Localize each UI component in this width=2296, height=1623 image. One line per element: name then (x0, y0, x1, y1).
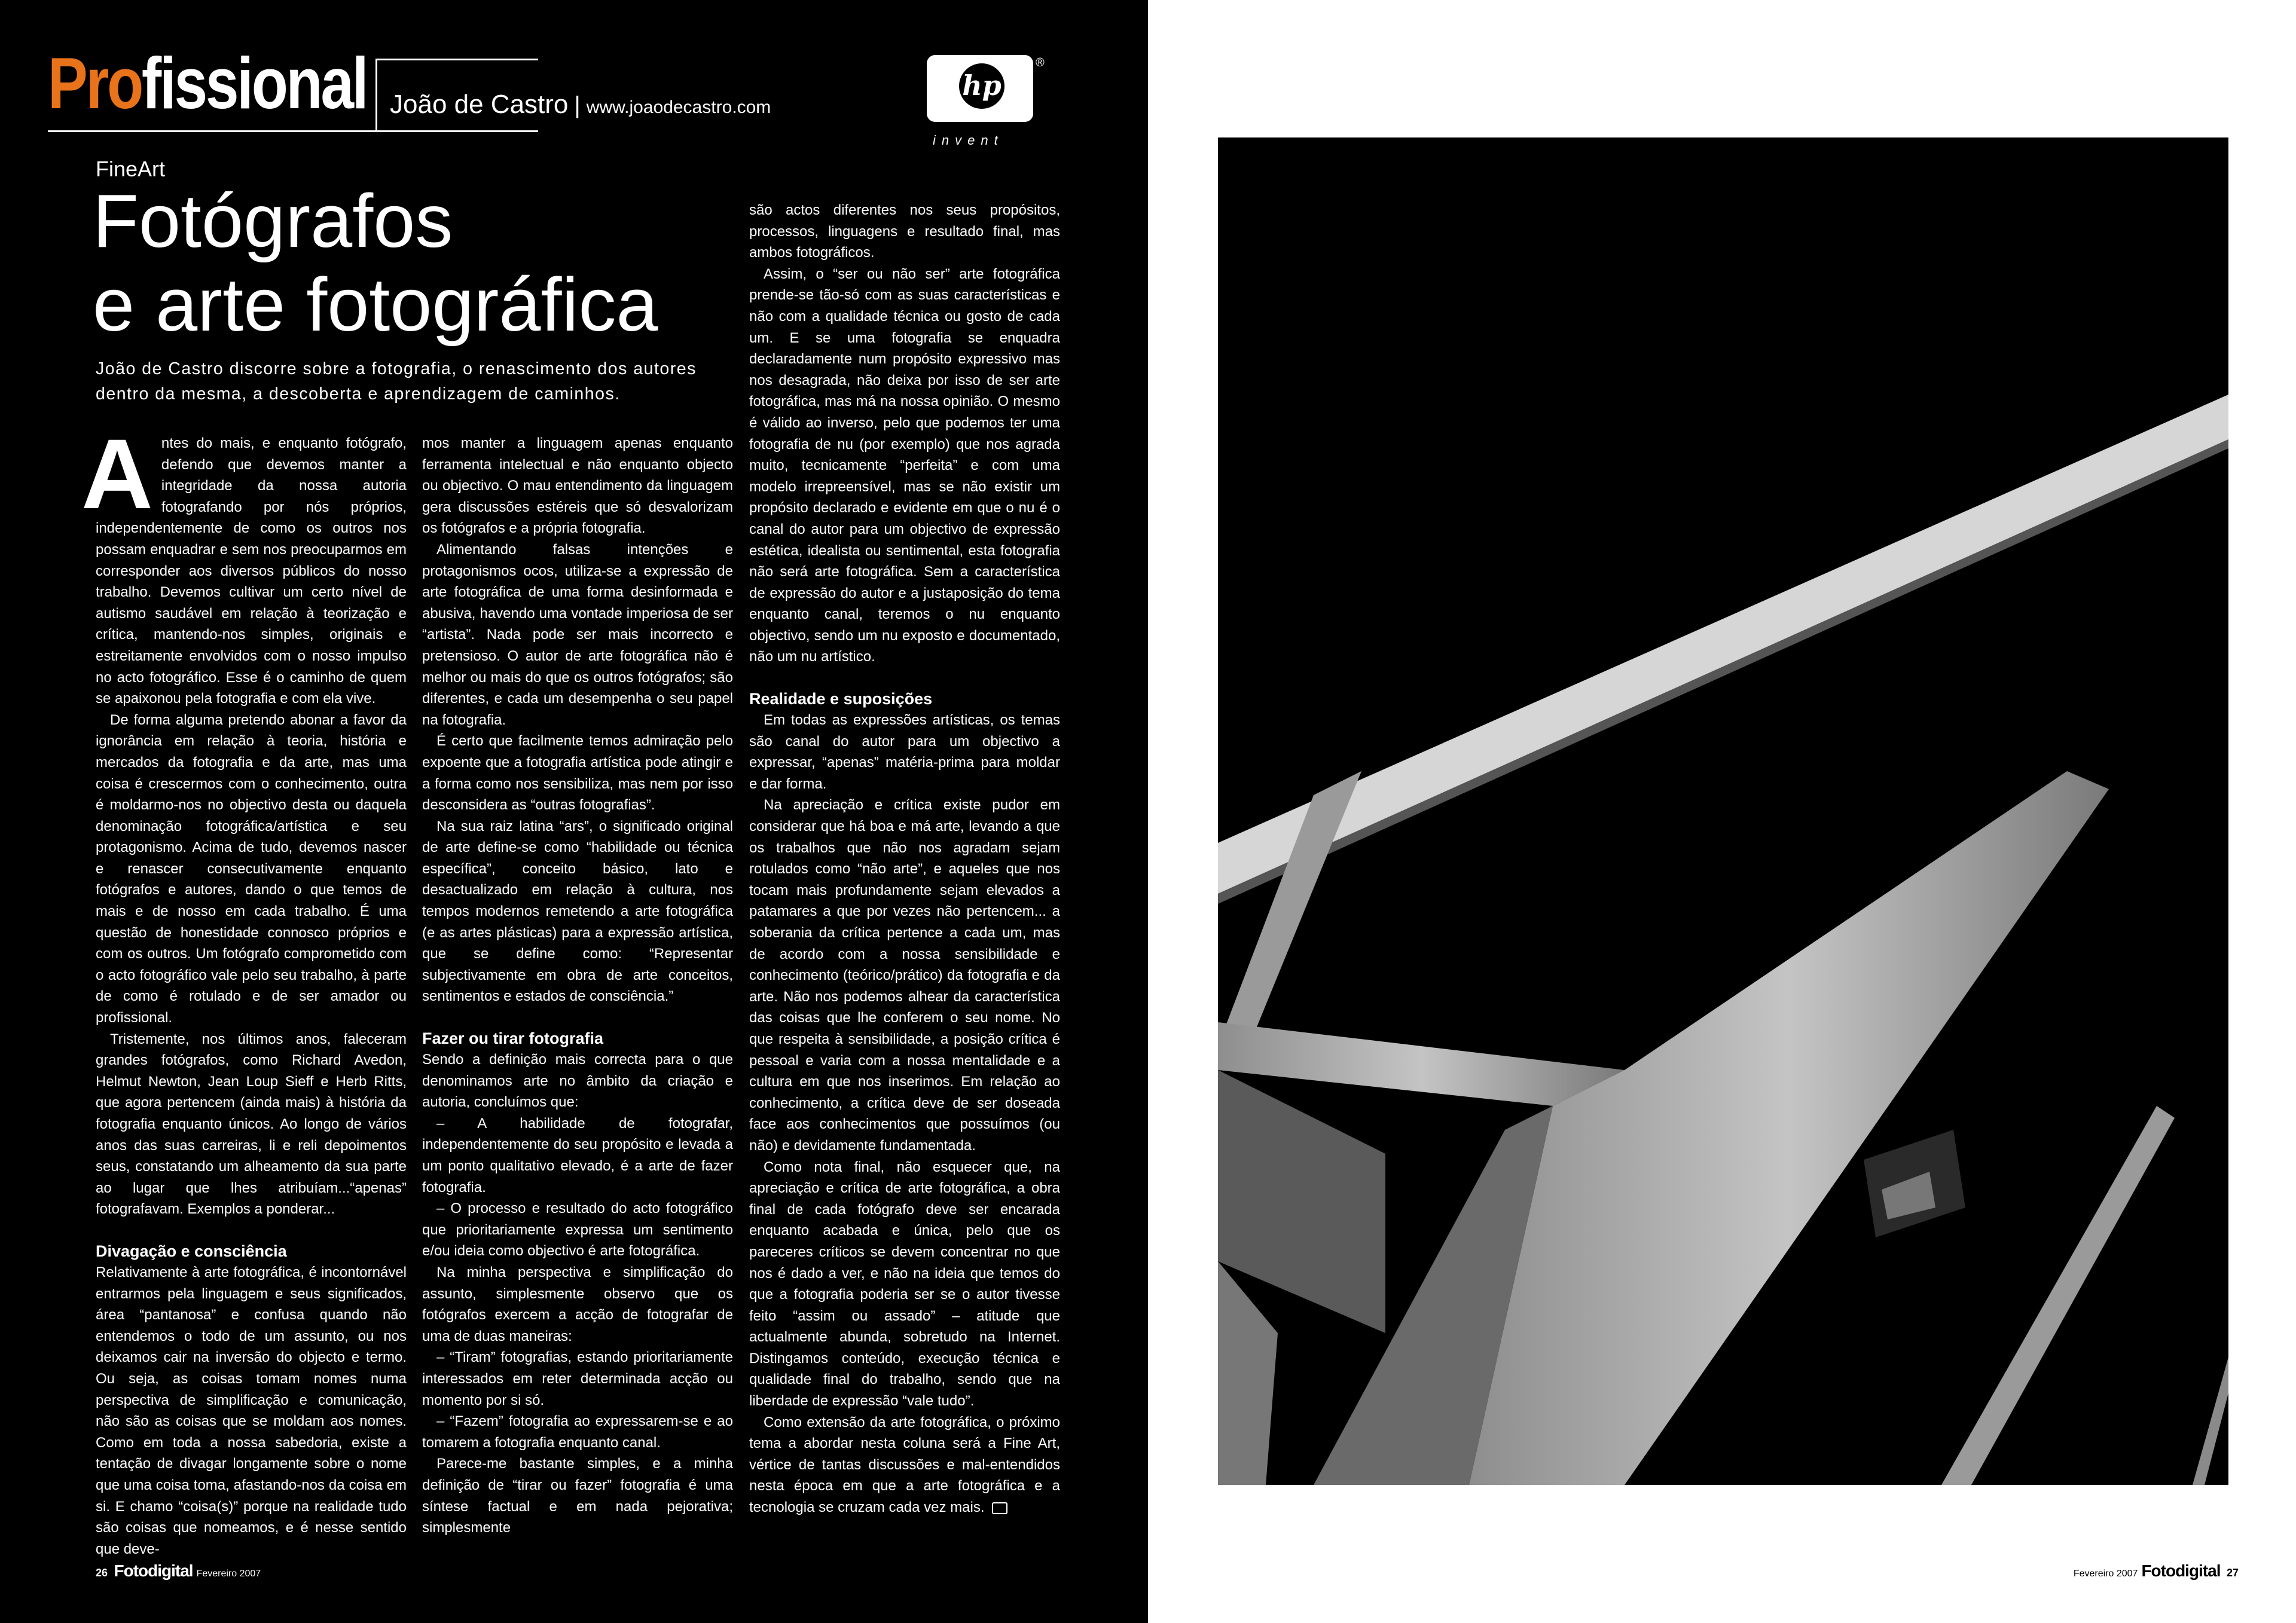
paragraph (81, 419, 407, 710)
section-heading: Divagação e consciência (96, 1242, 287, 1260)
article-photo (1218, 137, 2228, 1485)
section-title (48, 42, 367, 124)
issue-date: Fevereiro 2007 (2073, 1569, 2138, 1579)
paragraph: Alimentando falsas intenções e protagonismos ocos, utiliza-se a expressão de arte fotográfica de uma forma desinformada e abusiva, havendo uma vontade imperiosa de ser “artista”. Nada pode ser mais incorrecto e pretensioso. O autor de arte fotográfica não é melhor ou mais do que os outros fotógrafos; são diferentes, e cada um desempenha o seu papel na fotografia. (422, 541, 733, 728)
paragraph: Na apreciação e crítica existe pudor em considerar que há boa e má arte, levando a que os trabalhos que não nos agradam sejam rotulados como “não arte”, e aqueles que nos tocam mais profundamente sejam elevados a patamares a que por vezes não pertencem... a soberania da crítica pertence a cada um, mas de acordo com a nossa sensibilidade e conhecimento (teórico/prático) da fotografia e da arte. Não nos podemos alhear da característica das coisas que lhe conferem o seu nome. No que respeita à sensibilidade, a posição crítica é pessoal e varia com a nossa mentalidade e a cultura em que nos inserimos. Em relação ao conhecimento, a crítica deve de ser doseada face aos conhecimentos que possuímos (ou não) e devidamente fundamentada. (749, 797, 1060, 1154)
author-website[interactable]: www.joaodecastro.com (586, 97, 771, 117)
paragraph: – “Tiram” fotografias, estando prioritariamente interessados em reter determinada acção ou momento por si só. (422, 1349, 733, 1408)
page-number: 27 (2226, 1567, 2239, 1579)
author-box-divider (375, 59, 377, 132)
registered-mark: ® (1036, 56, 1045, 69)
article-title-line-1: Fotógrafos (93, 179, 453, 263)
paragraph: Como nota final, não esquecer que, na apreciação e crítica de arte fotográfica, a obra final de cada fotógrafo deve ser encarada enquanto acabada e única, pelo que os pareceres críticos se devem concentrar no que nos é dado a ver, e não na ideia que temos do que a fotografia poderia ser se o autor tivesse feito “assim ou assado” – atitude que actualmente abunda, sobretudo na Internet. Distingamos conteúdo, execução técnica e qualidade final do trabalho, sendo que na liberdade de expressão “vale tudo”. (749, 1159, 1060, 1410)
section-heading: Realidade e suposições (749, 690, 933, 708)
column-1 (81, 419, 407, 1560)
end-of-article-icon (992, 1502, 1007, 1514)
hp-logo (927, 55, 1033, 122)
paragraph: Assim, o “ser ou não ser” arte fotográfica prende-se tão-só com as suas características e não com a qualidade técnica ou gosto de cada um. E se uma fotografia se enquadra declaradamente num propósito expressivo mas nos desagrada, não deixa por isso de ser arte fotográfica, mas má na nossa opinião. O mesmo é válido ao inverso, pelo que podemos ter uma fotografia de nu (por exemplo) que nos agrada muito, tecnicamente “perfeita” e com uma modelo irrepreensível, mas se não existir um propósito declarado e evidente em que o nu é o canal do autor para um objectivo de expressão estética, idealista ou sentimental, esta fotografia não será arte fotográfica. Sem a característica de expressão do autor e a justaposição do tema enquanto canal, teremos o nu enquanto objectivo, sendo um nu exposto e documentado, não um nu artístico. (749, 265, 1060, 665)
article-title-line-2: e arte fotográfica (93, 262, 658, 347)
paragraph: Relativamente à arte fotográfica, é incontornável entrarmos pela linguagem e seus significados, área “pantanosa” e confusa quando não entendemos o todo de um assunto, ou nos deixamos cair na inversão do objecto e termo. Ou seja, as coisas tomam nomes numa perspectiva de simplificação e comunicação, não são as coisas que se moldam aos nomes. Como em toda a nossa sabedoria, existe a tentação de divagar longamente sobre o nome que uma coisa toma, afastando-nos da coisa em si. E chamo “coisa(s)” porque na realidade tudo são coisas que nomeamos, e é nesse sentido que deve- (96, 1264, 407, 1557)
page-number: 26 (96, 1567, 108, 1579)
issue-date: Fevereiro 2007 (196, 1569, 261, 1579)
header-rule (48, 130, 538, 132)
paragraph: Tristemente, nos últimos anos, faleceram grandes fotógrafos, como Richard Avedon, Helmut Newton, Jean Loup Sieff e Herb Ritts, que agora pertencem (ainda mais) à história da fotografia enquanto únicos. Ao longo de vários anos das suas carreiras, li e reli depoimentos seus, constatando um alheamento da sua parte ao lugar que lhes atribuíam...“apenas” fotografavam. Exemplos a ponderar... (96, 1031, 407, 1218)
section-title-rest: fissional (141, 42, 367, 124)
paragraph: – “Fazem” fotografia ao expressarem-se e ao tomarem a fotografia enquanto canal. (422, 1413, 733, 1451)
paragraph: – A habilidade de fotografar, independentemente do seu propósito e levada a um ponto qualitativo elevado, é a arte de fazer fotografia. (422, 1115, 733, 1196)
paragraph: De forma alguma pretendo abonar a favor da ignorância em relação à teoria, história e mercados da fotografia e da arte, mas uma coisa é crescermos com o conhecimento, outra é moldarmo-nos no objectivo desta ou daquela denominação fotográfica/artística e seu protagonismo. Acima de tudo, devemos nascer e renascer consecutivamente enquanto fotógrafos e autores, dando o que temos de mais e de nosso em cada trabalho. É uma questão de honestidade connosco próprios e com os outros. Um fotógrafo comprometido com o acto fotográfico vale pelo seu trabalho, à parte de como é rotulado e de ser amador ou profissional. (96, 711, 407, 1026)
byline-separator: | (574, 92, 581, 118)
paragraph: Em todas as expressões artísticas, os temas são canal do autor para um objectivo a expressar, “apenas” matéria-prima para moldar e dar forma. (749, 712, 1060, 792)
column-2 (422, 433, 733, 1539)
right-page (1148, 0, 2296, 1623)
author-name: João de Castro (390, 90, 569, 119)
drop-cap: A (81, 419, 153, 530)
paragraph: Na sua raiz latina “ars”, o significado original de arte define-se como “habilidade ou técnica específica”, conceito básico, lato e desactualizado em relação à cultura, nos tempos modernos remetendo a arte fotográfica (e as artes plásticas) para a expressão artística, que se define como: “Representar subjectivamente em obra de arte conceitos, sentimentos e estados de consciência.” (422, 818, 733, 1005)
article-title (93, 179, 658, 347)
folio-left (96, 1561, 261, 1581)
paragraph-text: Como extensão da arte fotográfica, o próximo tema a abordar nesta coluna será a Fine Art, vértice de tantas discussões e mal-entendidos nesta época em que a arte fotográfica e a tecnologia se cruzam cada vez mais. (749, 1414, 1060, 1516)
paragraph: mos manter a linguagem apenas enquanto ferramenta intelectual e não enquanto objecto ou objectivo. O mau entendimento da linguagem gera discussões estéreis que só desvalorizam os fotógrafos e a própria fotografia. (422, 435, 733, 537)
author-byline (390, 90, 771, 120)
magazine-name: Fotodigital (2141, 1561, 2221, 1580)
paragraph: Parece-me bastante simples, e a minha definição de “tirar ou fazer” fotografia é uma síntese factual e em nada pejorativa; simplesmente (422, 1456, 733, 1536)
hp-logo-mark: hp (959, 63, 1004, 109)
magazine-name: Fotodigital (114, 1561, 193, 1580)
hp-tagline: invent (933, 133, 1004, 148)
column-3 (749, 200, 1060, 1518)
paragraph: É certo que facilmente temos admiração pelo expoente que a fotografia artística pode atingir e a forma como nos sensibiliza, mas nem por isso desconsidera as “outras fotografias”. (422, 733, 733, 814)
author-box-rule (375, 59, 538, 60)
article-subtitle: João de Castro discorre sobre a fotografia, o renascimento dos autores dentro da mesma, a descoberta e aprendizagem de caminhos. (96, 359, 697, 404)
folio-right (2074, 1561, 2239, 1581)
section-heading: Fazer ou tirar fotografia (422, 1029, 604, 1048)
article-kicker: FineArt (96, 157, 166, 181)
section-title-accent: Pro (48, 42, 142, 124)
paragraph (749, 1412, 1060, 1518)
paragraph: – O processo e resultado do acto fotográfico que prioritariamente expressa um sentimento e/ou ideia como objectivo é arte fotográfica. (422, 1200, 733, 1260)
paragraph: Na minha perspectiva e simplificação do assunto, simplesmente observo que os fotógrafos exercem a acção de fotografar de uma de duas maneiras: (422, 1264, 733, 1344)
paragraph: Sendo a definição mais correcta para o que denominamos arte no âmbito da criação e autoria, concluímos que: (422, 1052, 733, 1111)
paragraph-text: ntes do mais, e enquanto fotógrafo, defendo que devemos manter a integridade da nossa autoria fotografando por nós próprios, independentemente de como os outros nos possam enquadrar e sem nos preocuparmos em corresponder aos diversos públicos do nosso trabalho. Devemos cultivar um certo nível de autismo saudável em relação à teorização e crítica, mantendo-nos simples, originais e estreitamente envolvidos com o nosso impulso no acto fotográfico. Esse é o caminho de quem se apaixonou pela fotografia e com ela vive. (96, 435, 407, 707)
paragraph: são actos diferentes nos seus propósitos, processos, linguagens e resultado final, mas ambos fotográficos. (749, 202, 1060, 261)
